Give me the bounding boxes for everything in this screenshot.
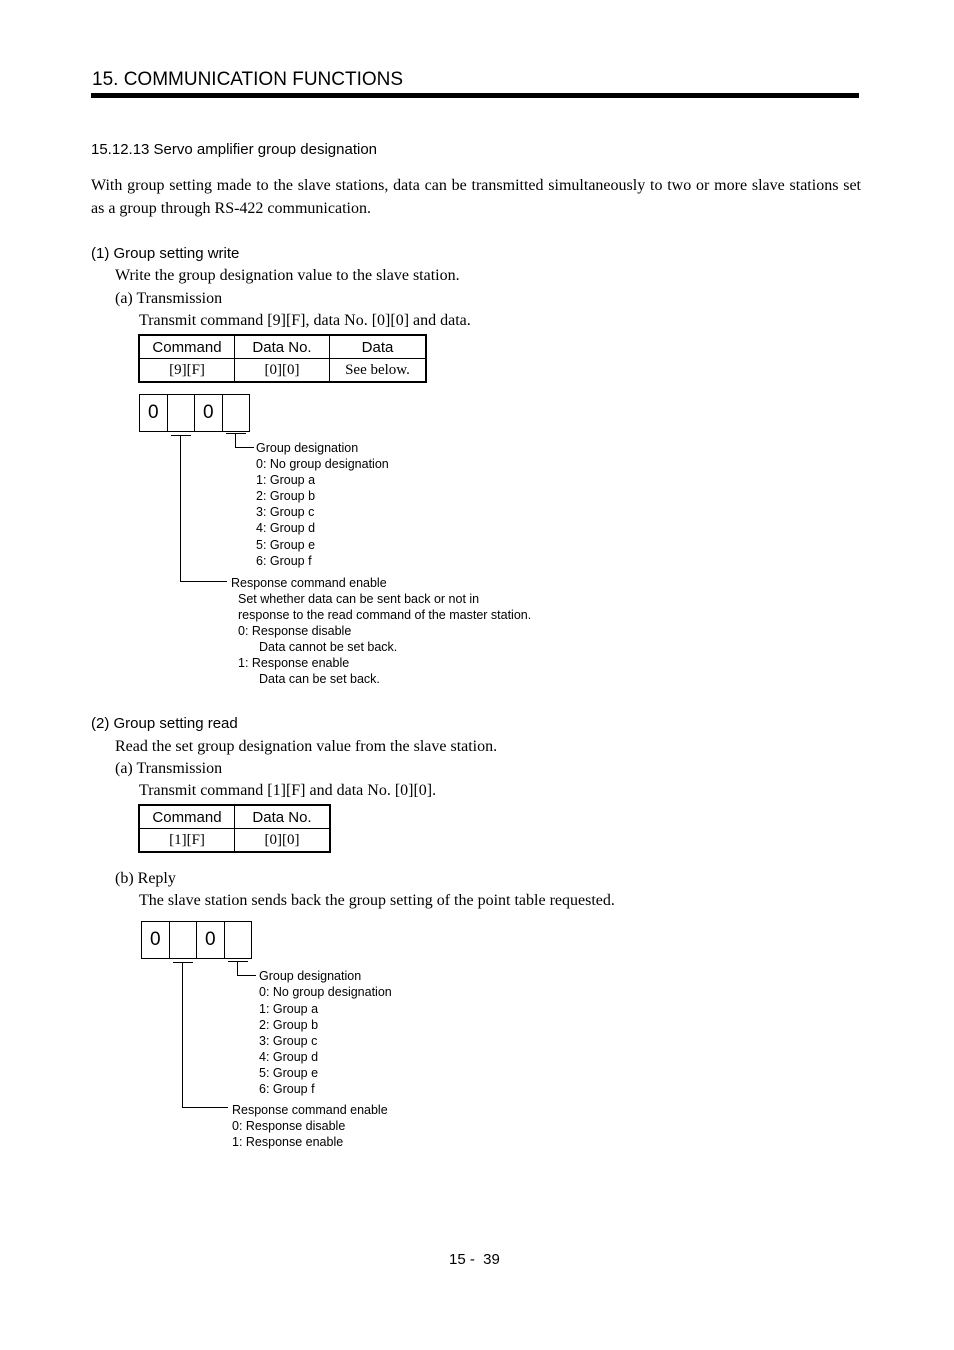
- read-heading: (2) Group setting read: [91, 715, 238, 732]
- read-description: Read the set group designation value from the slave station.: [115, 738, 498, 755]
- bracket-line: [182, 1107, 228, 1108]
- bracket-line: [228, 961, 248, 962]
- bracket-line: [182, 962, 183, 1108]
- group-option: 1: Group a: [259, 1002, 319, 1016]
- response-option: 1: Response enable: [232, 1135, 344, 1149]
- table-header-command: Command: [139, 335, 235, 359]
- page-number: 15 - 39: [449, 1251, 500, 1268]
- digit-cell: 0: [197, 922, 225, 958]
- header-rule: [91, 93, 859, 98]
- digit-cell: [170, 922, 198, 958]
- reply-response-label: Response command enable: [232, 1103, 388, 1117]
- digit-cell: 0: [142, 922, 170, 958]
- digit-cell: [225, 922, 252, 958]
- digit-cell: [223, 395, 250, 431]
- read-subheading: (a) Transmission: [115, 760, 223, 777]
- group-option: 5: Group e: [259, 1066, 319, 1080]
- table-cell-command: [9][F]: [139, 359, 235, 383]
- response-option: 0: Response disable: [238, 624, 352, 638]
- group-option: 2: Group b: [256, 489, 316, 503]
- write-heading: (1) Group setting write: [91, 245, 240, 262]
- response-option: 0: Response disable: [232, 1119, 346, 1133]
- group-option: 4: Group d: [259, 1050, 319, 1064]
- write-command-table: [138, 334, 427, 383]
- chapter-title: 15. COMMUNICATION FUNCTIONS: [92, 69, 404, 90]
- read-instruction: Transmit command [1][F] and data No. [0][0].: [139, 782, 437, 799]
- group-option: 6: Group f: [256, 554, 312, 568]
- response-option-detail: Data cannot be set back.: [259, 640, 398, 654]
- bracket-line: [180, 581, 227, 582]
- group-option: 0: No group designation: [256, 457, 389, 471]
- write-response-label: Response command enable: [231, 576, 387, 590]
- intro-paragraph: With group setting made to the slave stations, data can be transmitted simultaneously to two or more slave stations set as a group through RS-422 communication.: [91, 177, 861, 217]
- group-option: 5: Group e: [256, 538, 316, 552]
- group-option: 3: Group c: [256, 505, 315, 519]
- digit-cell: 0: [195, 395, 223, 431]
- read-command-table: [138, 804, 331, 853]
- reply-description: The slave station sends back the group setting of the point table requested.: [139, 892, 615, 909]
- digit-cell: 0: [140, 395, 168, 431]
- table-header-command: Command: [139, 805, 235, 829]
- bracket-line: [180, 435, 181, 582]
- reply-digit-box: [141, 921, 252, 959]
- reply-group-label: Group designation: [259, 969, 362, 983]
- write-digit-box: [139, 394, 250, 432]
- bracket-line: [235, 447, 254, 448]
- reply-heading: (b) Reply: [115, 870, 176, 887]
- digit-cell: [168, 395, 196, 431]
- write-instruction: Transmit command [9][F], data No. [0][0] and data.: [139, 312, 471, 329]
- table-cell-data-no: [0][0]: [235, 829, 331, 853]
- section-title: 15.12.13 Servo amplifier group designation: [91, 141, 378, 158]
- table-cell-data-no: [0][0]: [235, 359, 330, 383]
- table-cell-command: [1][F]: [139, 829, 235, 853]
- group-option: 1: Group a: [256, 473, 316, 487]
- bracket-line: [237, 975, 256, 976]
- response-option-detail: Data can be set back.: [259, 672, 380, 686]
- group-option: 3: Group c: [259, 1034, 318, 1048]
- bracket-line: [171, 435, 191, 436]
- table-header-data-no: Data No.: [235, 335, 330, 359]
- write-group-label: Group designation: [256, 441, 359, 455]
- bracket-line: [237, 961, 238, 976]
- bracket-line: [173, 962, 193, 963]
- bracket-line: [235, 433, 236, 448]
- write-subheading: (a) Transmission: [115, 290, 223, 307]
- table-header-data-no: Data No.: [235, 805, 331, 829]
- table-header-data: Data: [330, 335, 427, 359]
- response-description: response to the read command of the master station.: [238, 608, 532, 622]
- response-description: Set whether data can be sent back or not in: [238, 592, 480, 606]
- group-option: 4: Group d: [256, 521, 316, 535]
- bracket-line: [226, 433, 246, 434]
- group-option: 0: No group designation: [259, 985, 392, 999]
- group-option: 2: Group b: [259, 1018, 319, 1032]
- write-description: Write the group designation value to the slave station.: [115, 267, 460, 284]
- group-option: 6: Group f: [259, 1082, 315, 1096]
- response-option: 1: Response enable: [238, 656, 350, 670]
- table-cell-data: See below.: [330, 359, 427, 383]
